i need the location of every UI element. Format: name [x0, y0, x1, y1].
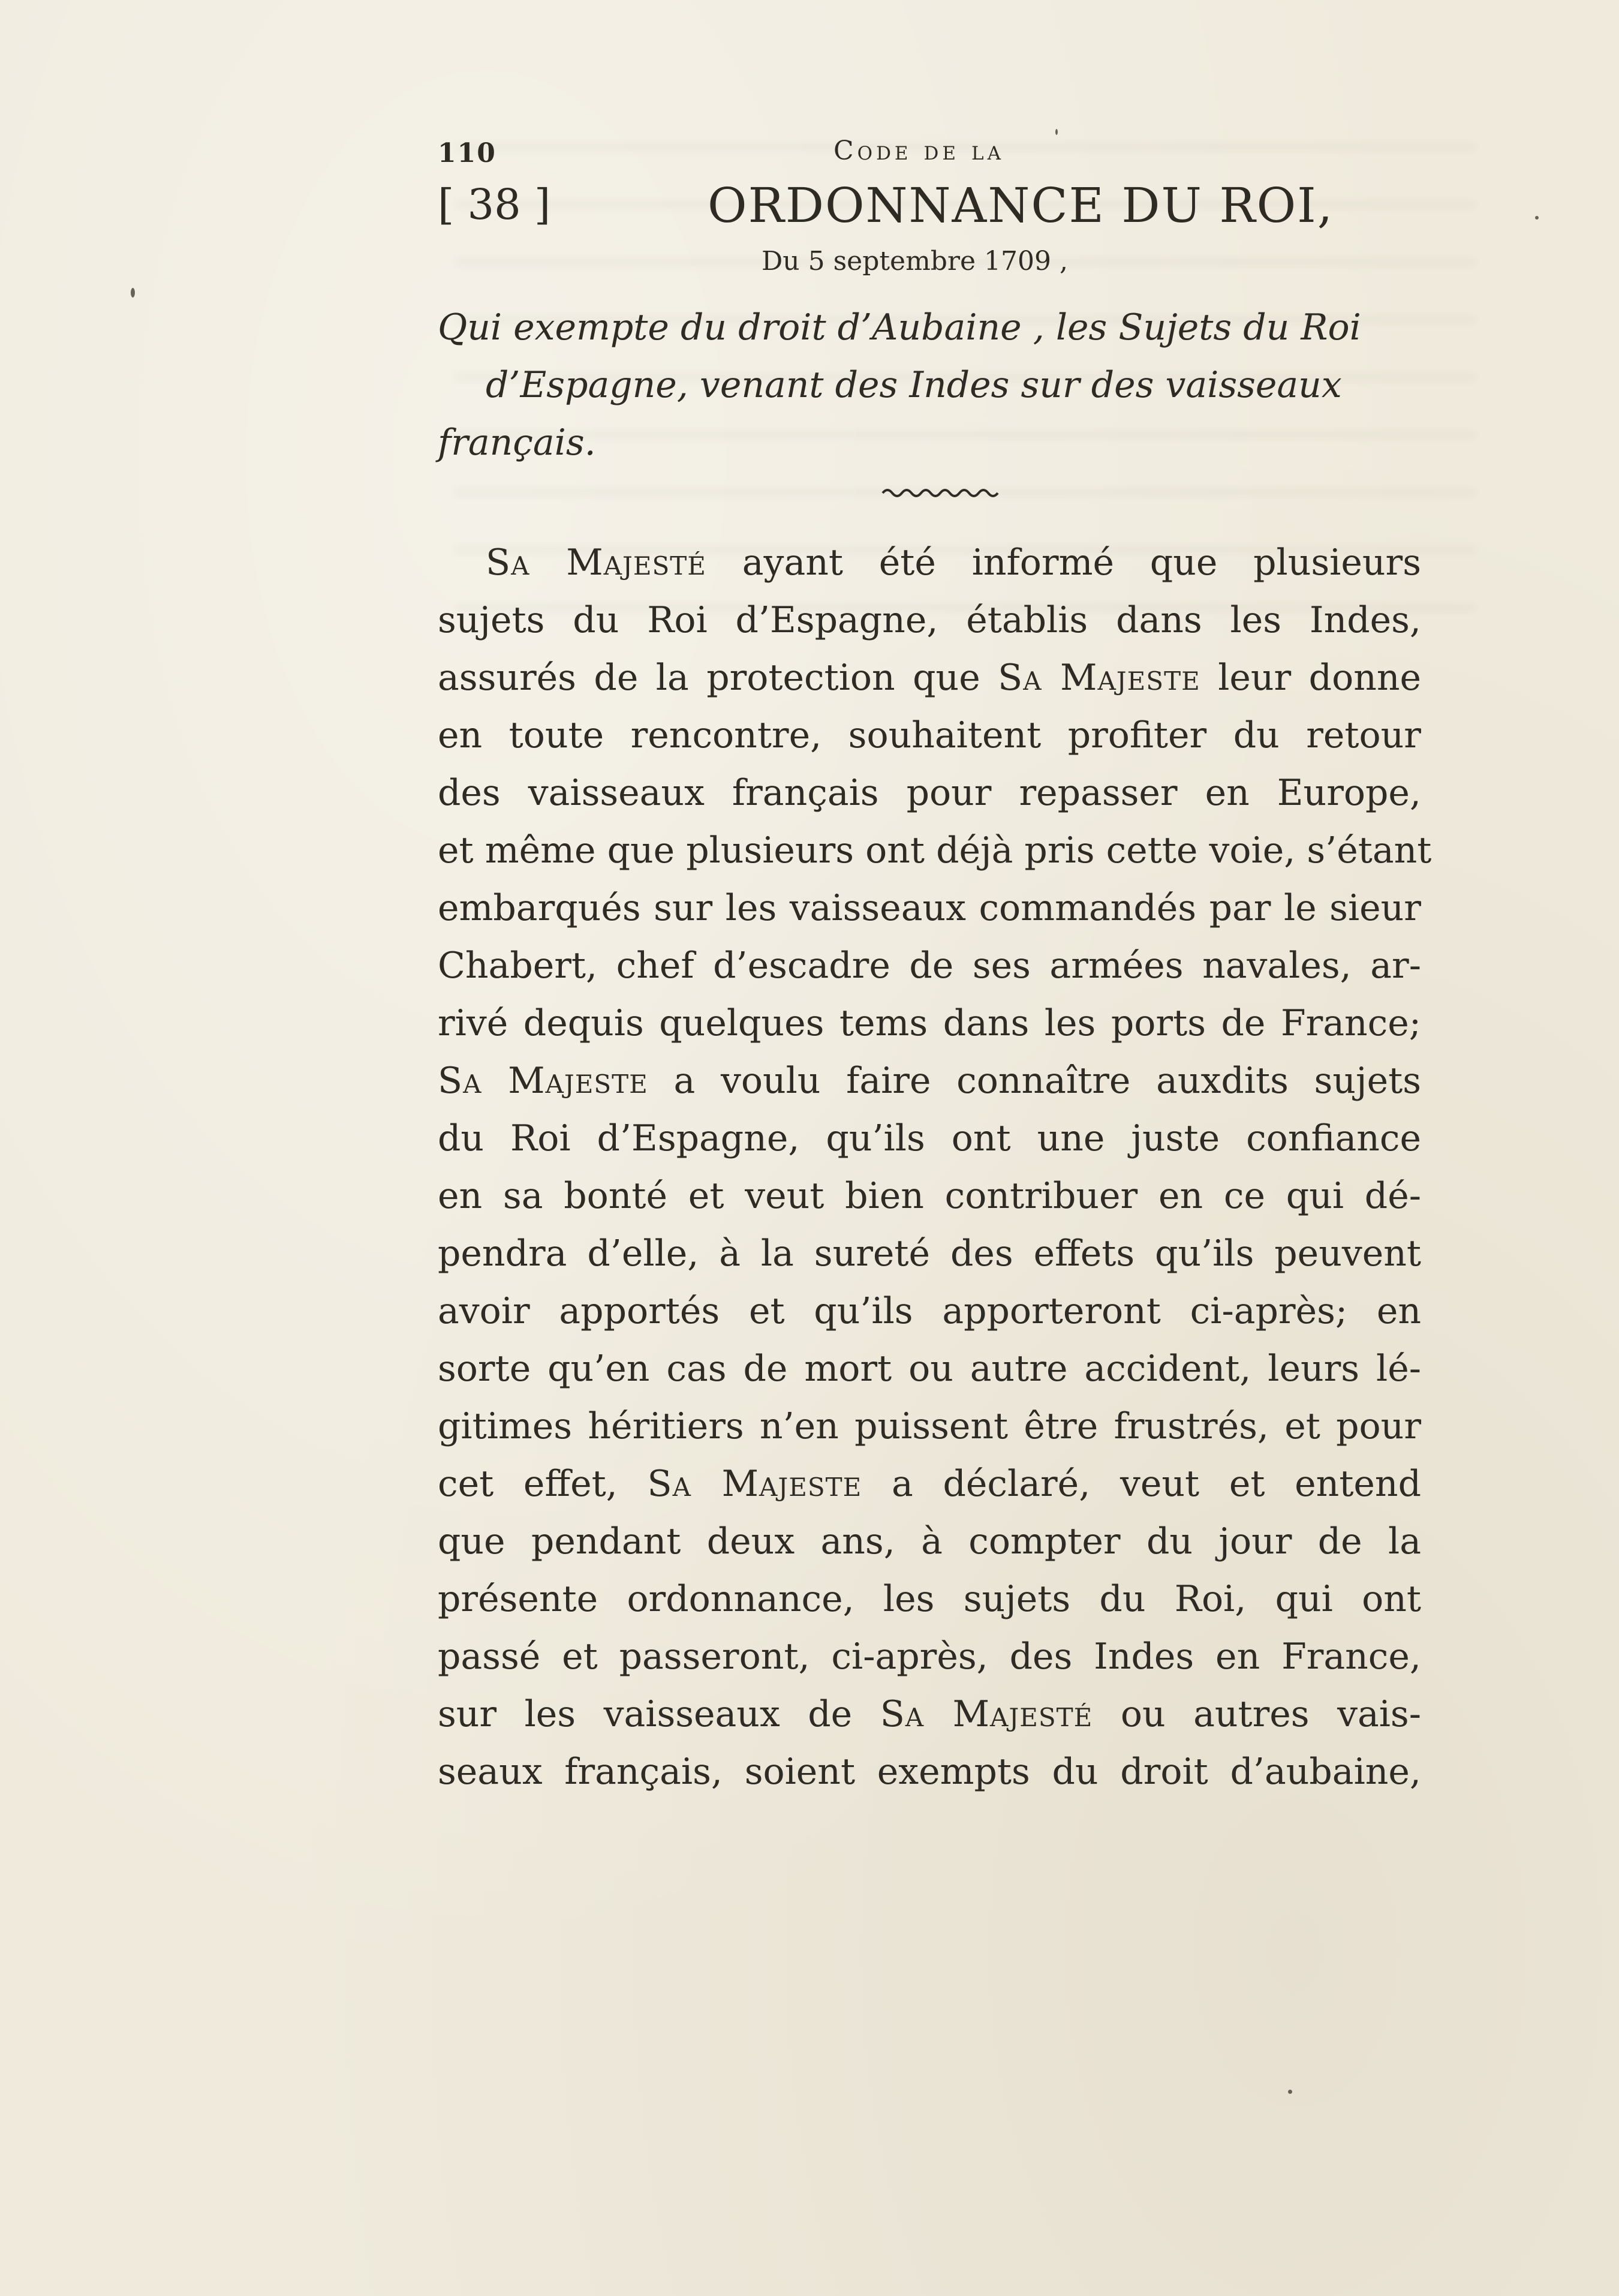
body-line-text: présente ordonnance, les sujets du Roi, qui ont	[438, 1578, 1421, 1620]
body-line-text: a voulu faire connaître auxdits sujets	[648, 1060, 1422, 1102]
body-line-text: cet effet,	[438, 1463, 648, 1505]
body-line	[438, 1570, 1421, 1628]
body-line	[438, 1743, 1421, 1801]
body-line	[438, 937, 1421, 994]
body-line-text: a déclaré, veut et entend	[862, 1463, 1421, 1505]
body-line-text: passé et passeront, ci-après, des Indes en France,	[438, 1636, 1421, 1678]
subtitle-line: Qui exempte du droit d’Aubaine , les Sujets du Roi	[438, 306, 1361, 348]
body-line-caps: Sa Majesté	[880, 1693, 1093, 1735]
body-line-text: et même que plusieurs ont déjà pris cette voie, s’étant	[438, 830, 1432, 871]
body-line	[438, 1685, 1421, 1743]
body-line	[438, 994, 1421, 1052]
body-line	[438, 1513, 1421, 1570]
body-line-text: en toute rencontre, souhaitent profiter du retour	[438, 714, 1421, 756]
body-line-text: ou autres vais-	[1093, 1693, 1421, 1735]
body-line-caps: Sa Majeste	[438, 1060, 648, 1102]
body-line	[438, 591, 1421, 649]
body-line	[438, 649, 1421, 707]
body-line-text: des vaisseaux français pour repasser en Europe,	[438, 772, 1421, 814]
body-line-text: sur les vaisseaux de	[438, 1693, 880, 1735]
body-line	[438, 879, 1421, 937]
body-line-text: rivé dequis quelques tems dans les ports de France;	[438, 1002, 1421, 1044]
body-line	[438, 1455, 1421, 1513]
body-line	[438, 1340, 1421, 1398]
body-line-caps: Sa Majeste	[647, 1463, 862, 1505]
paper-speck	[1055, 129, 1058, 135]
ornament-divider-icon	[881, 485, 1001, 499]
paper-speck	[1535, 216, 1539, 220]
body-line-caps: Sa Majeste	[998, 657, 1200, 699]
body-line-text: embarqués sur les vaisseaux commandés par le sieur	[438, 887, 1421, 929]
running-title: Code de la	[833, 136, 1004, 166]
body-line	[438, 764, 1421, 822]
subtitle-line: français.	[438, 422, 596, 464]
body-line-text: Chabert, chef d’escadre de ses armées navales, ar-	[438, 945, 1421, 987]
body-line-text: gitimes héritiers n’en puissent être frustrés, et pour	[438, 1405, 1421, 1447]
body-line-text: ayant été informé que plusieurs	[706, 542, 1421, 584]
heading-row	[438, 175, 1421, 241]
paper-speck	[1288, 2090, 1292, 2094]
body-line	[438, 707, 1421, 764]
body-line	[438, 822, 1432, 879]
running-head	[438, 131, 1421, 173]
body-line-caps: Sa Majesté	[486, 542, 706, 584]
body-text	[438, 534, 1432, 1801]
body-line	[438, 1282, 1421, 1340]
body-line-text: pendra d’elle, à la sureté des effets qu’ils peuvent	[438, 1233, 1421, 1275]
page-number: 110	[438, 138, 496, 169]
body-line-text: sujets du Roi d’Espagne, établis dans les Indes,	[438, 599, 1421, 641]
document-subtitle	[438, 299, 1424, 471]
body-line	[438, 1225, 1421, 1282]
body-line-text: assurés de la protection que	[438, 657, 998, 699]
body-line	[438, 1167, 1421, 1225]
body-line-text: leur donne	[1200, 657, 1421, 699]
subtitle-line: d’Espagne, venant des Indes sur des vaisseaux	[486, 364, 1342, 406]
body-line	[438, 1628, 1421, 1685]
document-number: [ 38 ]	[438, 180, 551, 229]
document-title: ORDONNANCE DU ROI,	[708, 178, 1334, 233]
body-line-text: en sa bonté et veut bien contribuer en ce qui dé-	[438, 1175, 1421, 1217]
document-date: Du 5 septembre 1709 ,	[762, 246, 1068, 277]
body-line	[438, 1052, 1421, 1110]
body-line-text: du Roi d’Espagne, qu’ils ont une juste confiance	[438, 1117, 1421, 1159]
body-line-text: seaux français, soient exempts du droit d’aubaine,	[438, 1751, 1421, 1793]
body-line	[438, 1110, 1421, 1167]
body-line-text: sorte qu’en cas de mort ou autre accident, leurs lé-	[438, 1348, 1421, 1390]
body-line-text: que pendant deux ans, à compter du jour de la	[438, 1520, 1421, 1562]
body-line	[438, 534, 1421, 591]
body-line	[438, 1398, 1421, 1455]
paper-speck	[131, 288, 135, 297]
body-line-text: avoir apportés et qu’ils apporteront ci-après; en	[438, 1290, 1421, 1332]
